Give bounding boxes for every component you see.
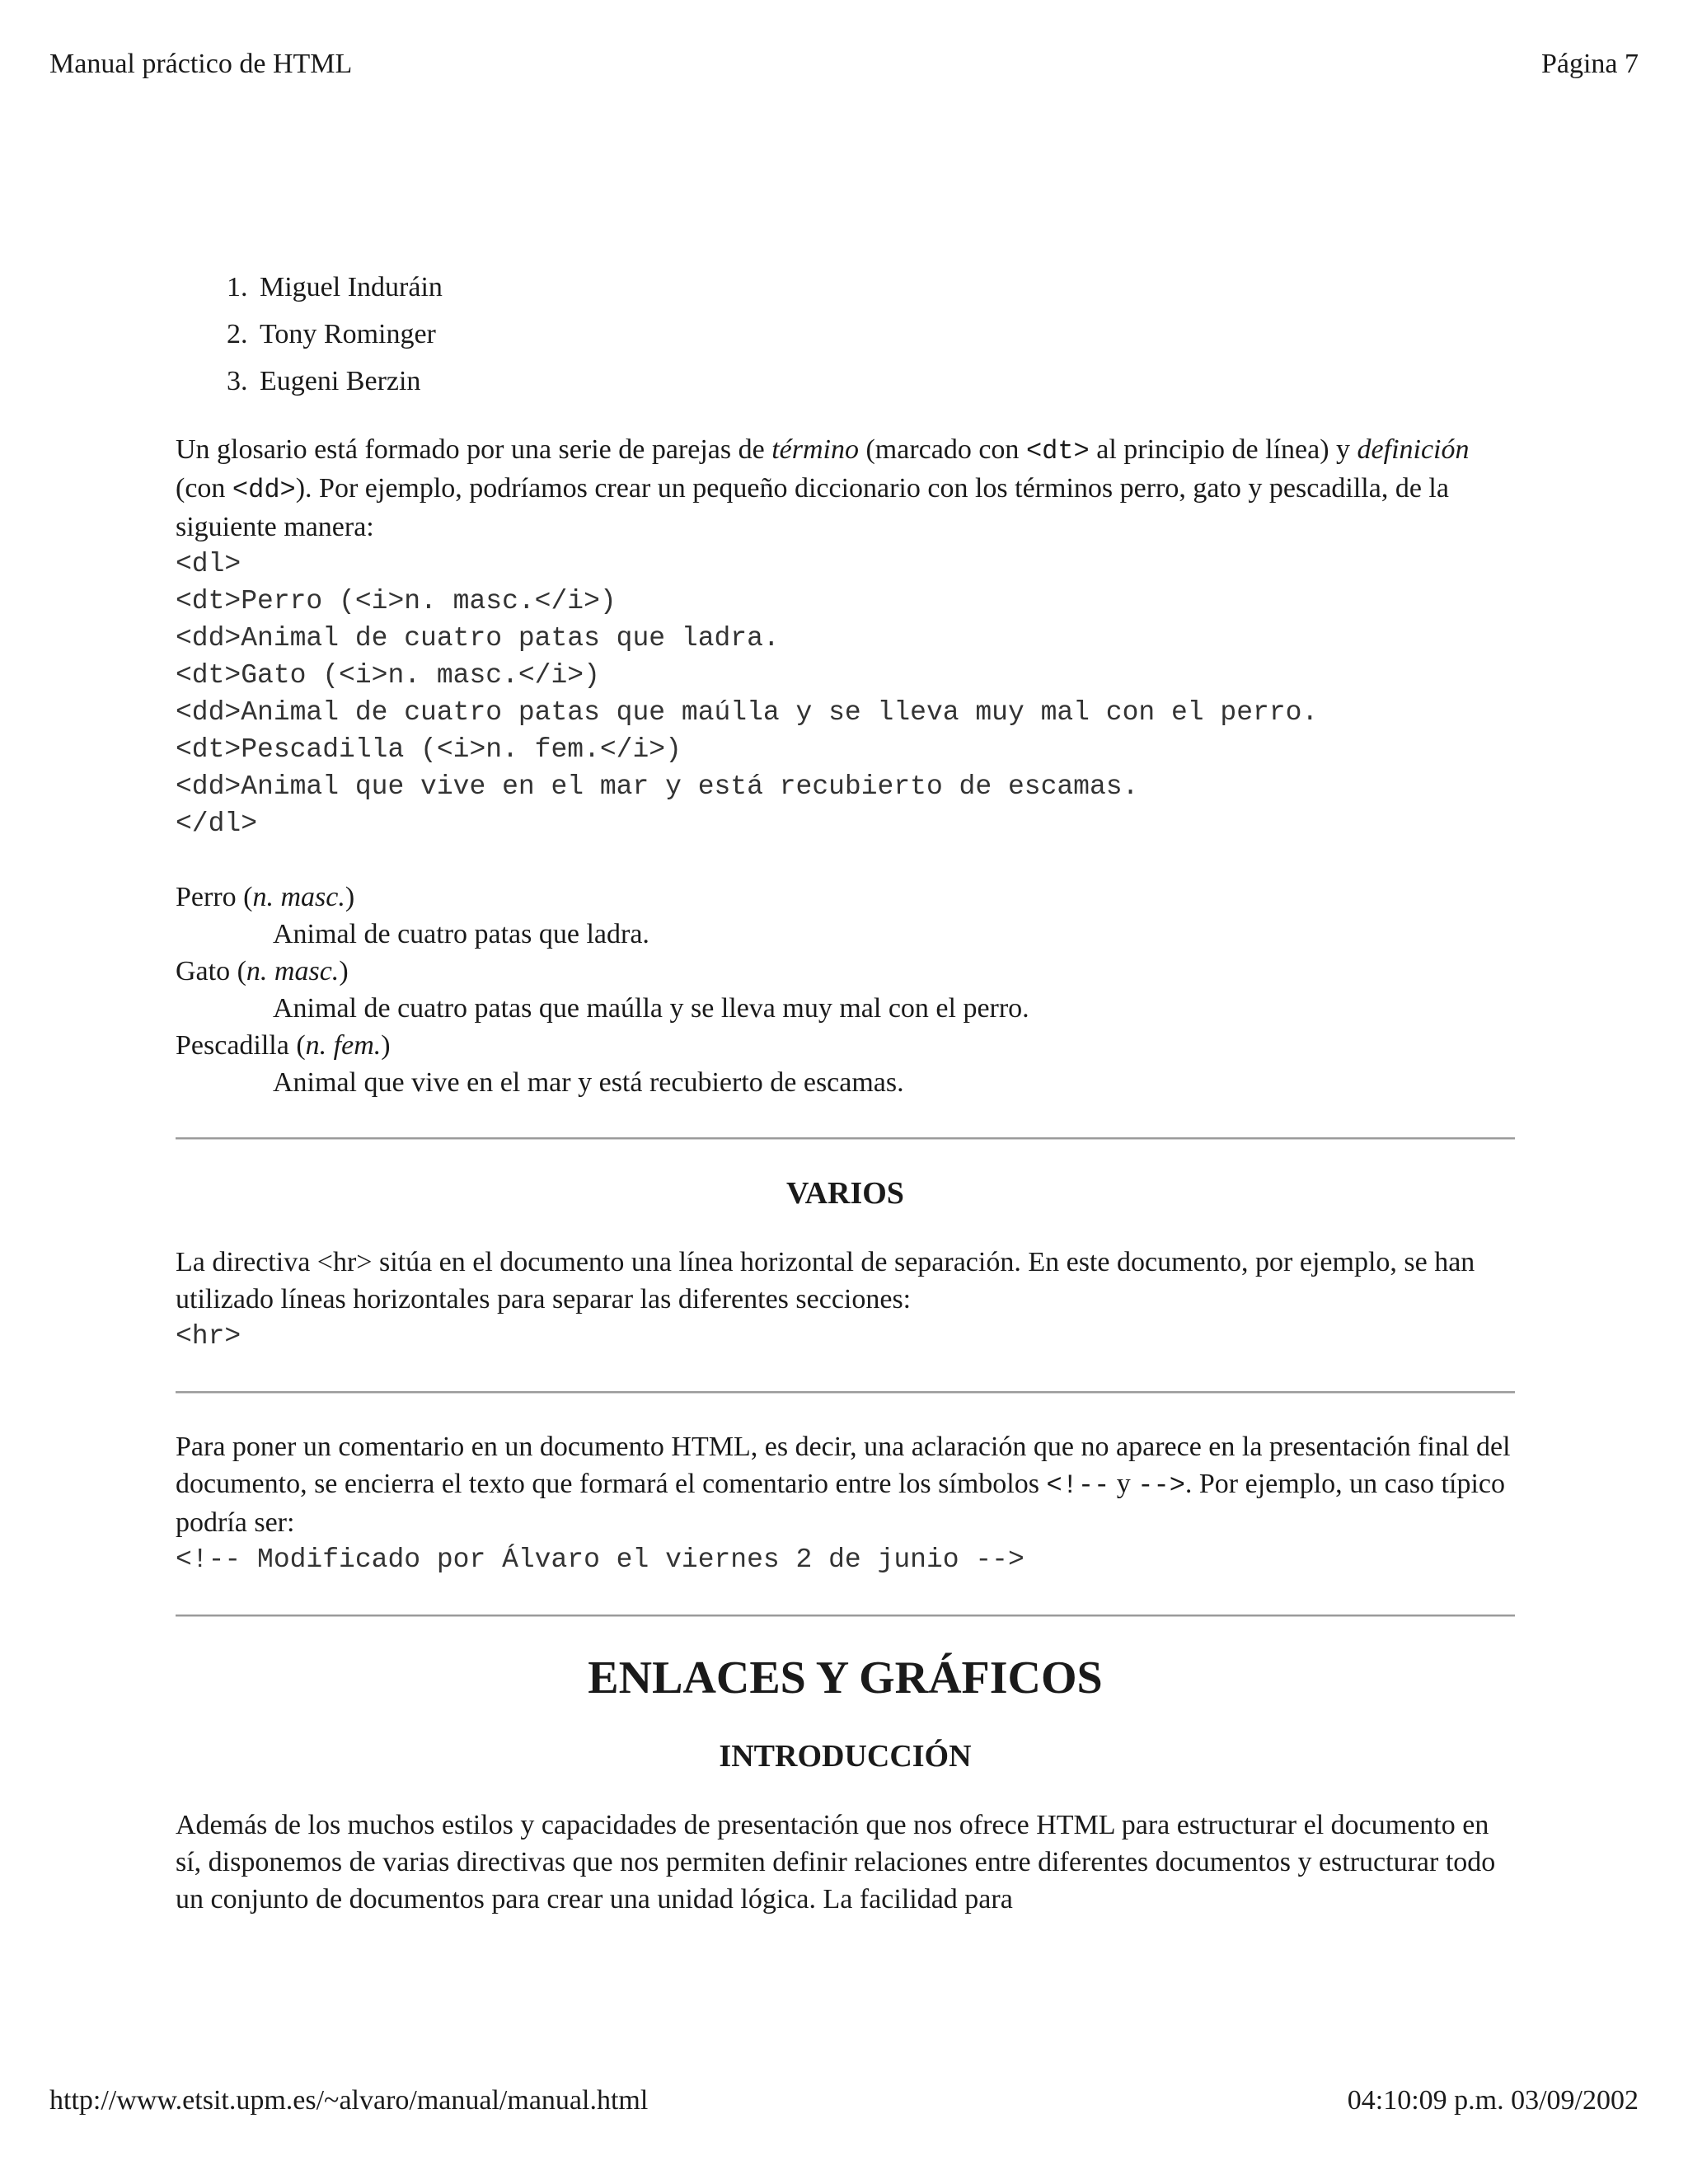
hr-paragraph: La directiva <hr> sitúa en el documento una línea horizontal de separación. En este documento, por ejemplo, se han utilizado líneas horizontales para separar las diferentes secciones: [176,1247,1475,1315]
footer-timestamp: 04:10:09 p.m. 03/09/2002 [1347,2085,1639,2116]
glossary-term: Gato (n. masc.) [176,956,349,987]
hr-code-example: <hr> [176,1321,241,1352]
glosario-paragraph: Un glosario está formado por una serie de parejas de término (marcado con <dt> al principio de línea) y definición (con <dd>). Por ejemplo, podríamos crear un pequeño diccionario con los términos perro, gato y pescadilla, de la siguiente manera: [176,434,1470,542]
chapter-heading: ENLACES Y GRÁFICOS [588,1652,1103,1704]
comment-open-code: <!-- [1046,1470,1110,1501]
glossary-term: Perro (n. masc.) [176,882,355,912]
page-footer [49,2084,1639,2117]
intro-paragraph: Además de los muchos estilos y capacidades de presentación que nos ofrece HTML para estructurar el documento en sí, disponemos de varias directivas que nos permiten definir relaciones entre diferentes documentos y estructurar todo un conjunto de documentos para crear una unidad lógica. La facilidad para [176,1810,1496,1915]
section-divider [176,1615,1515,1617]
list-item: 2. Tony Rominger [255,311,1515,358]
list-item: 1. Miguel Induráin [255,264,1515,311]
glossary-definition: Animal que vive en el mar y está recubierto de escamas. [273,1067,904,1098]
page-header [49,48,1639,81]
comment-paragraph: Para poner un comentario en un documento HTML, es decir, una aclaración que no aparece en la presentación final del documento, se encierra el texto que formará el comentario entre los símbolos <!-- y -->. Por ejemplo, un caso típico podría ser: [176,1432,1511,1538]
glossary-definition: Animal de cuatro patas que ladra. [273,919,649,949]
page-content [176,264,1515,1918]
list-item: 3. Eugeni Berzin [255,358,1515,405]
glossary-rendered [176,879,1515,1101]
dt-tag-code: <dt> [1025,436,1090,466]
glossary-definition: Animal de cuatro patas que maúlla y se lleva muy mal con el perro. [273,993,1029,1024]
section-heading-introduccion: INTRODUCCIÓN [719,1739,972,1774]
comment-code-example: <!-- Modificado por Álvaro el viernes 2 de junio --> [176,1544,1025,1575]
termino-emphasis: término [771,434,859,465]
footer-url: http://www.etsit.upm.es/~alvaro/manual/manual.html [49,2085,649,2116]
definicion-emphasis: definición [1357,434,1470,465]
comment-close-code: --> [1137,1470,1185,1501]
dd-tag-code: <dd> [232,475,296,505]
ordered-list [176,264,1515,405]
page-number: Página 7 [1540,49,1639,79]
section-heading-varios: VARIOS [786,1176,904,1211]
glossary-term: Pescadilla (n. fem.) [176,1030,391,1061]
section-divider [176,1137,1515,1140]
section-divider [176,1391,1515,1394]
document-title: Manual práctico de HTML [49,49,353,79]
dl-code-example: <dl> <dt>Perro (<i>n. masc.</i>) <dd>Animal de cuatro patas que ladra. <dt>Gato (<i>n. masc.</i>) <dd>Animal de cuatro patas que maúlla y se lleva muy mal con el perro. <dt>Pescadilla (<i>n. fem.</i>) <dd>Animal que vive en el mar y está recubierto de escamas. </dl> [176,549,1319,839]
